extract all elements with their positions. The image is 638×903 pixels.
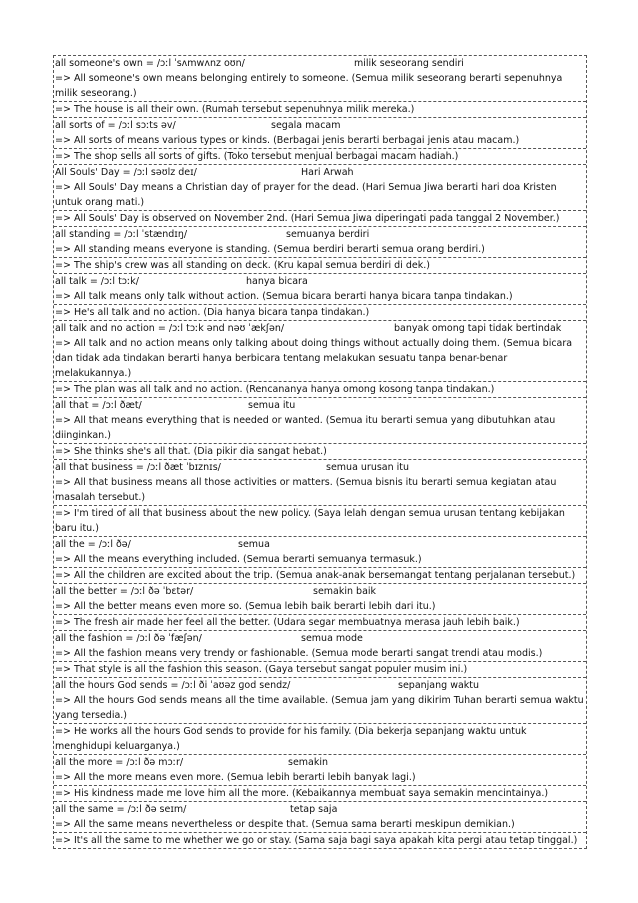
entry-term: all that = /ɔːl ðæt/	[55, 400, 142, 411]
entry-term: all someone's own = /ɔːl ˈsʌmwʌnz oʊn/	[55, 58, 245, 69]
entry-definition: => All the same means nevertheless or despite that. (Semua sama berarti meskipun demikian.)	[54, 817, 586, 833]
entry-definition: => All standing means everyone is standing. (Semua berdiri berarti semua orang berdiri.)	[54, 242, 586, 258]
entry-term: all talk = /ɔːl tɔːk/	[55, 276, 139, 287]
entry-term: all the better = /ɔːl ðə ˈbɛtər/	[55, 586, 194, 597]
dictionary-entry	[54, 56, 586, 118]
entry-headword-line	[54, 678, 586, 693]
entry-example: => The shop sells all sorts of gifts. (Toko tersebut menjual berbagai macam hadiah.)	[55, 151, 459, 162]
entry-headword-line	[54, 802, 586, 817]
entry-definition: => All the hours God sends means all the time available. (Semua jam yang dikirim Tuhan berarti semua waktu yang tersedia.)	[54, 693, 586, 724]
entry-definition: => All that means everything that is needed or wanted. (Semua itu berarti semua yang dibutuhkan atau diinginkan.)	[54, 413, 586, 444]
entry-headword-line	[54, 398, 586, 413]
entry-term: all talk and no action = /ɔːl tɔːk ənd nəʊ ˈækʃən/	[55, 323, 285, 334]
entry-translation: sepanjang waktu	[398, 680, 480, 691]
dictionary-entry	[54, 118, 586, 165]
entry-example: => The fresh air made her feel all the better. (Udara segar membuatnya merasa jauh lebih baik.)	[55, 617, 520, 628]
entry-term: all the = /ɔːl ðə/	[55, 539, 131, 550]
entry-headword-line	[54, 584, 586, 599]
entry-definition: => All talk and no action means only talking about doing things without actually doing them. (Semua bicara dan tidak ada tindakan berarti hanya berbicara tentang melakukan sesuatu tanpa benar-benar melakukannya.)	[54, 336, 586, 382]
entry-translation: milik seseorang sendiri	[354, 58, 464, 69]
entry-example: => His kindness made me love him all the more. (Kebaikannya membuat saya semakin mencintainya.)	[55, 788, 549, 799]
entry-translation: semua urusan itu	[326, 462, 410, 473]
dictionary-entry	[54, 460, 586, 537]
entry-definition: => All the more means even more. (Semua lebih berarti lebih banyak lagi.)	[54, 770, 586, 786]
entry-term: all the hours God sends = /ɔːl ði ˈaʊəz ɡod sendz/	[55, 680, 291, 691]
dictionary-entry	[54, 678, 586, 755]
entry-headword-line	[54, 755, 586, 770]
entry-headword-line	[54, 631, 586, 646]
entry-translation: tetap saja	[290, 804, 338, 815]
entry-example: => I'm tired of all that business about the new policy. (Saya lelah dengan semua urusan tentang kebijakan baru itu.)	[55, 508, 565, 534]
entry-definition: => All someone's own means belonging entirely to someone. (Semua milik seseorang berarti sepenuhnya milik seseorang.)	[54, 71, 586, 102]
entry-headword-line	[54, 537, 586, 552]
entry-headword-line	[54, 165, 586, 180]
dictionary-entry	[54, 755, 586, 802]
entry-term: all the fashion = /ɔːl ðə ˈfæʃən/	[55, 633, 202, 644]
entry-term: all the same = /ɔːl ðə seɪm/	[55, 804, 187, 815]
dictionary-entry	[54, 398, 586, 460]
entry-headword-line	[54, 227, 586, 242]
dictionary-entry	[54, 802, 586, 848]
entry-example: => The ship's crew was all standing on deck. (Kru kapal semua berdiri di dek.)	[55, 260, 430, 271]
entry-definition: => All the better means even more so. (Semua lebih baik berarti lebih dari itu.)	[54, 599, 586, 615]
entry-example: => It's all the same to me whether we go or stay. (Sama saja bagi saya apakah kita pergi atau tetap tinggal.)	[55, 835, 578, 846]
entry-example: => He's all talk and no action. (Dia hanya bicara tanpa tindakan.)	[55, 307, 370, 318]
entry-term: all standing = /ɔːl ˈstændɪŋ/	[55, 229, 188, 240]
entry-definition: => All the means everything included. (Semua berarti semuanya termasuk.)	[54, 552, 586, 568]
entry-definition: => All talk means only talk without action. (Semua bicara berarti hanya bicara tanpa tindakan.)	[54, 289, 586, 305]
entry-translation: hanya bicara	[246, 276, 308, 287]
entry-example: => That style is all the fashion this season. (Gaya tersebut sangat populer musim ini.)	[55, 664, 468, 675]
entry-example: => The house is all their own. (Rumah tersebut sepenuhnya milik mereka.)	[55, 104, 415, 115]
dictionary-document	[53, 55, 587, 849]
entry-headword-line	[54, 118, 586, 133]
entry-translation: semakin baik	[313, 586, 377, 597]
entry-definition: => All that business means all those activities or matters. (Semua bisnis itu berarti semua kegiatan atau masalah tersebut.)	[54, 475, 586, 506]
dictionary-entry	[54, 631, 586, 678]
entry-example: => She thinks she's all that. (Dia pikir dia sangat hebat.)	[55, 446, 327, 457]
entry-term: all that business = /ɔːl ðæt ˈbɪznɪs/	[55, 462, 221, 473]
entry-example: => The plan was all talk and no action. (Rencananya hanya omong kosong tanpa tindakan.)	[55, 384, 495, 395]
entry-term: all sorts of = /ɔːl sɔːts əv/	[55, 120, 176, 131]
dictionary-entry	[54, 321, 586, 398]
entry-example: => All the children are excited about the trip. (Semua anak-anak bersemangat tentang perjalanan tersebut.)	[55, 570, 576, 581]
entry-definition: => All sorts of means various types or kinds. (Berbagai jenis berarti berbagai jenis atau macam.)	[54, 133, 586, 149]
entry-translation: semakin	[288, 757, 329, 768]
dictionary-entry	[54, 227, 586, 274]
entry-headword-line	[54, 321, 586, 336]
entry-translation: Hari Arwah	[301, 167, 354, 178]
entry-headword-line	[54, 274, 586, 289]
entry-translation: semua mode	[301, 633, 363, 644]
entry-headword-line	[54, 56, 586, 71]
dictionary-entry	[54, 537, 586, 584]
entry-example: => All Souls' Day is observed on November 2nd. (Hari Semua Jiwa diperingati pada tanggal 2 November.)	[55, 213, 560, 224]
entry-headword-line	[54, 460, 586, 475]
entry-definition: => All Souls' Day means a Christian day of prayer for the dead. (Hari Semua Jiwa berarti hari doa Kristen untuk orang mati.)	[54, 180, 586, 211]
entry-term: all the more = /ɔːl ðə mɔːr/	[55, 757, 184, 768]
entry-term: All Souls' Day = /ɔːl səʊlz deɪ/	[55, 167, 197, 178]
dictionary-entry	[54, 165, 586, 227]
entry-translation: semuanya berdiri	[286, 229, 370, 240]
entry-example: => He works all the hours God sends to provide for his family. (Dia bekerja sepanjang waktu untuk menghidupi keluarganya.)	[55, 726, 527, 752]
entry-translation: banyak omong tapi tidak bertindak	[394, 323, 562, 334]
entry-definition: => All the fashion means very trendy or fashionable. (Semua mode berarti sangat trendi atau modis.)	[54, 646, 586, 662]
dictionary-entry	[54, 274, 586, 321]
entry-translation: semua	[238, 539, 270, 550]
entry-translation: semua itu	[248, 400, 296, 411]
entry-translation: segala macam	[271, 120, 341, 131]
dictionary-entry	[54, 584, 586, 631]
